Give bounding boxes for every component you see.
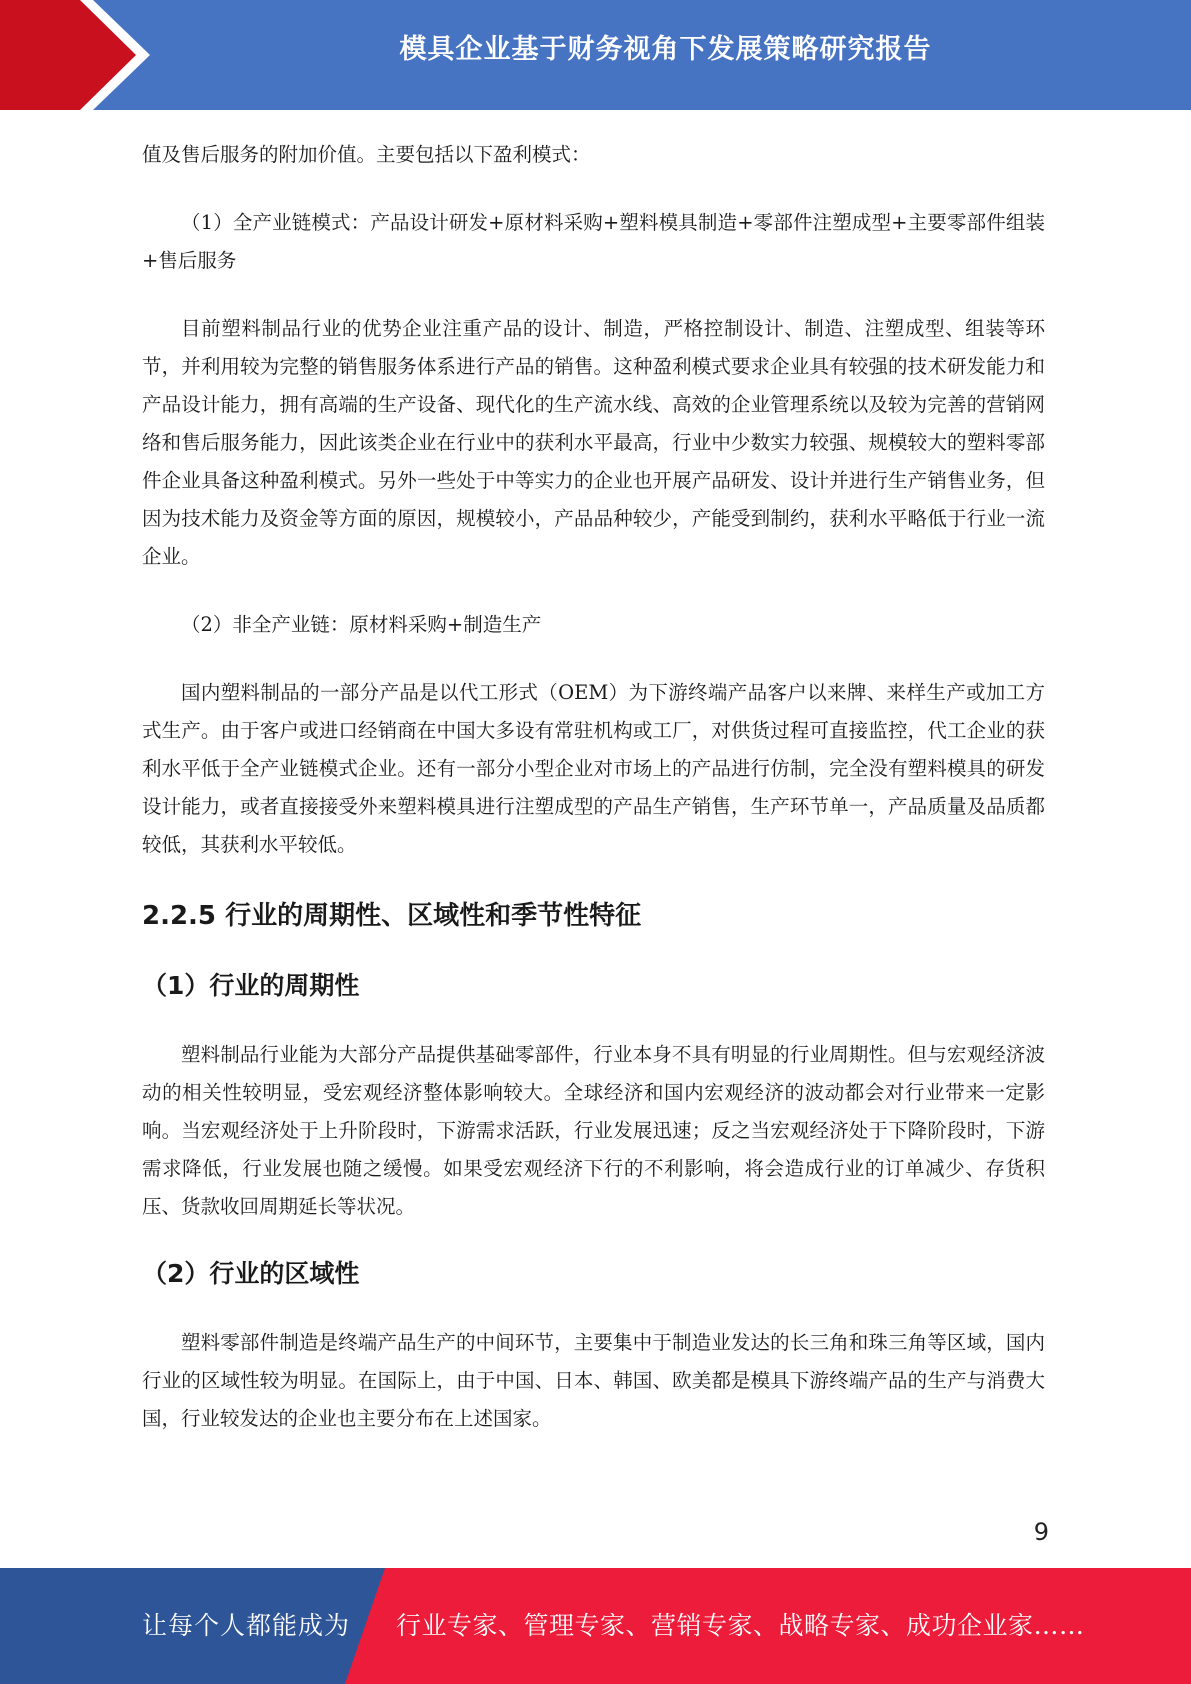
paragraph-1: 值及售后服务的附加价值。主要包括以下盈利模式： — [142, 143, 591, 166]
section-heading: 2.2.5 行业的周期性、区域性和季节性特征 — [142, 901, 642, 931]
paragraph-regional: 塑料零部件制造是终端产品生产的中间环节，主要集中于制造业发达的长三角和珠三角等区域，国内行业的区域性较为明显。在国际上，由于中国、日本、韩国、欧美都是模具下游终端产品的生产与消费大国，行业较发达的企业也主要分布在上述国家。 — [142, 1331, 1045, 1430]
report-title: 模具企业基于财务视角下发展策略研究报告 — [399, 34, 932, 65]
page-body — [142, 136, 1045, 1438]
paragraph-model-2: （2）非全产业链：原材料采购+制造生产 — [181, 613, 542, 636]
page-header — [0, 0, 1191, 110]
subsection-heading-cyclical: （1）行业的周期性 — [142, 971, 360, 1000]
subsection-heading-regional: （2）行业的区域性 — [142, 1259, 360, 1288]
footer-slogan-left: 让每个人都能成为 — [142, 1611, 351, 1640]
paragraph-3: 目前塑料制品行业的优势企业注重产品的设计、制造，严格控制设计、制造、注塑成型、组装等环节，并利用较为完整的销售服务体系进行产品的销售。这种盈利模式要求企业具有较强的技术研发能力和产品设计能力，拥有高端的生产设备、现代化的生产流水线、高效的企业管理系统以及较为完善的营销网络和售后服务能力，因此该类企业在行业中的获利水平最高，行业中少数实力较强、规模较大的塑料零部件企业具备这种盈利模式。另外一些处于中等实力的企业也开展产品研发、设计并进行生产销售业务，但因为技术能力及资金等方面的原因，规模较小，产品品种较少，产能受到制约，获利水平略低于行业一流企业。 — [142, 317, 1045, 568]
paragraph-5: 国内塑料制品的一部分产品是以代工形式（OEM）为下游终端产品客户以来牌、来样生产或加工方式生产。由于客户或进口经销商在中国大多设有常驻机构或工厂，对供货过程可直接监控，代工企业的获利水平低于全产业链模式企业。还有一部分小型企业对市场上的产品进行仿制，完全没有塑料模具的研发设计能力，或者直接接受外来塑料模具进行注塑成型的产品生产销售，生产环节单一，产品质量及品质都较低，其获利水平较低。 — [142, 681, 1045, 856]
page-footer — [0, 1568, 1191, 1684]
paragraph-cyclical: 塑料制品行业能为大部分产品提供基础零部件，行业本身不具有明显的行业周期性。但与宏观经济波动的相关性较明显，受宏观经济整体影响较大。全球经济和国内宏观经济的波动都会对行业带来一定影响。当宏观经济处于上升阶段时，下游需求活跃，行业发展迅速；反之当宏观经济处于下降阶段时，下游需求降低，行业发展也随之缓慢。如果受宏观经济下行的不利影响，将会造成行业的订单减少、存货积压、货款收回周期延长等状况。 — [142, 1043, 1045, 1218]
footer-slogan-right: 行业专家、管理专家、营销专家、战略专家、成功企业家…… — [396, 1611, 1085, 1640]
paragraph-model-1: （1）全产业链模式：产品设计研发+原材料采购+塑料模具制造+零部件注塑成型+主要零部件组装+售后服务 — [142, 211, 1045, 272]
page-number: 9 — [1033, 1518, 1049, 1546]
